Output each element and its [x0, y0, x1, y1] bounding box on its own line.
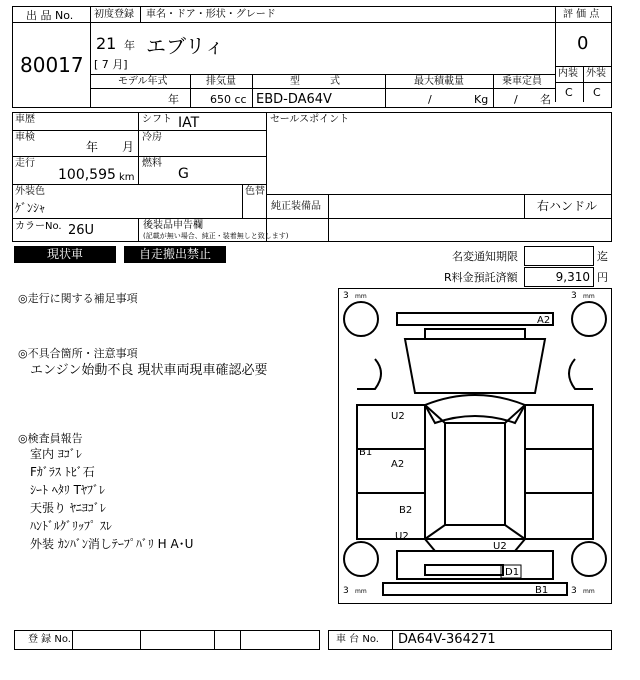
inspector-title: ◎検査員報告: [18, 432, 83, 445]
lot-number: 80017: [20, 53, 84, 77]
rear-plate: [425, 565, 503, 575]
registration-label: 登 録 No.: [28, 634, 71, 645]
first-reg-label: 初度登録: [94, 9, 134, 20]
shift-label: シフト: [142, 114, 172, 125]
mileage-label: 走行: [15, 158, 35, 169]
inspector-line: ｼｰﾄ ﾍﾀﾘ Tﾔﾌﾞﾚ: [30, 483, 105, 497]
inspector-line: Fｶﾞﾗｽ ﾄﾋﾞ石: [30, 465, 95, 479]
damage-mark: U2: [395, 531, 409, 542]
right-front-fender: [569, 359, 593, 389]
exterior-color-value: ｹﾞﾝｼｬ: [15, 201, 46, 215]
first-reg-month: [ 7 月]: [94, 58, 128, 71]
inspection-month-unit: 月: [122, 140, 135, 154]
front-bumper: [397, 313, 553, 325]
interior-grade: C: [565, 86, 573, 99]
capacity-label: 乗車定員: [502, 76, 542, 87]
chassis-label: 車 台 No.: [336, 634, 379, 645]
shift-value: IAT: [178, 115, 200, 131]
car-diagram-svg: [339, 289, 611, 603]
inspector-line: 天張り ﾔﾆﾖｺﾞﾚ: [30, 501, 106, 515]
score-label: 評 価 点: [563, 9, 600, 20]
color-change-label: 色替: [245, 186, 265, 197]
tire-suffix-rr: mm: [583, 588, 595, 595]
ac-label: 冷房: [142, 132, 162, 143]
tire-rear-left: [344, 542, 378, 576]
car-diagram: [338, 288, 612, 604]
tire-label-fl: 3: [343, 291, 349, 301]
damage-mark: A2: [537, 315, 551, 326]
right-roof-side: [505, 405, 525, 539]
rear-window: [425, 539, 525, 551]
inspector-line: ﾊﾝﾄﾞﾙｸﾞﾘｯﾌﾟ ｽﾚ: [30, 519, 112, 533]
car-name: エブリィ: [146, 34, 225, 58]
defects-title: ◎不具合箇所・注意事項: [18, 347, 138, 360]
genuine-equipment-label: 純正装備品: [271, 201, 321, 212]
inspection-label: 車検: [15, 132, 35, 143]
aftermarket-label: 後装品申告欄: [143, 220, 203, 231]
front-grille: [425, 329, 525, 339]
tire-suffix-fr: mm: [583, 293, 595, 300]
mileage-value: 100,595: [58, 167, 116, 183]
no-self-drive-badge: 自走搬出禁止: [124, 246, 226, 263]
aftermarket-note: (記載が無い場合、純正・装着無しと致します): [143, 232, 289, 240]
model-year-label: モデル年式: [118, 76, 168, 87]
exterior-grade: C: [593, 86, 601, 99]
model-year-unit: 年: [168, 93, 179, 106]
inspector-line: 外装 ｶﾝﾊﾞﾝ消しﾃｰﾌﾟﾊﾞﾘ H A･U: [30, 537, 194, 551]
damage-mark: B1: [535, 585, 549, 596]
first-reg-year-unit: 年: [124, 39, 135, 52]
first-reg-year: 21: [96, 34, 117, 53]
sales-point-label: セールスポイント: [270, 114, 350, 125]
name-change-deadline-unit: 迄: [597, 250, 608, 263]
left-roof-side: [425, 405, 445, 539]
exterior-label: 外装: [586, 68, 606, 79]
right-side: [525, 405, 593, 539]
damage-mark: B2: [399, 505, 413, 516]
name-change-deadline-label: 名変通知期限: [452, 250, 518, 263]
recycle-label: R料金預託済額: [444, 271, 518, 284]
fuel-label: 燃料: [142, 158, 162, 169]
damage-mark: A2: [391, 459, 405, 470]
recycle-value: 9,310: [555, 270, 590, 284]
name-change-deadline-box: [524, 246, 594, 266]
tire-suffix-fl: mm: [355, 293, 367, 300]
roof: [445, 423, 505, 525]
left-front-fender: [357, 359, 381, 389]
defects-text: エンジン始動不良 現状車両現車確認必要: [30, 363, 268, 378]
tire-label-fr: 3: [571, 291, 577, 301]
fuel-value: G: [178, 166, 189, 182]
capacity-slash: /: [514, 93, 518, 106]
tire-front-right: [572, 302, 606, 336]
damage-mark: B1: [359, 447, 373, 458]
inspection-year-unit: 年: [86, 140, 99, 154]
damage-mark: U2: [493, 541, 507, 552]
tire-suffix-rl: mm: [355, 588, 367, 595]
color-no-label: カラーNo.: [15, 221, 62, 232]
history-label: 車歴: [15, 114, 35, 125]
interior-label: 内装: [558, 68, 578, 79]
lot-no-label: 出 品 No.: [26, 9, 74, 22]
mileage-unit: km: [119, 172, 135, 183]
chassis-value: DA64V-364271: [398, 632, 496, 647]
exterior-color-label: 外装色: [15, 186, 45, 197]
tire-rear-right: [572, 542, 606, 576]
max-load-label: 最大積載量: [414, 76, 464, 87]
max-load-slash: /: [428, 93, 432, 106]
tire-label-rr: 3: [571, 586, 577, 596]
tire-front-left: [344, 302, 378, 336]
recycle-unit: 円: [597, 271, 608, 284]
steering-value: 右ハンドル: [537, 199, 598, 213]
driving-notes-title: ◎走行に関する補足事項: [18, 292, 138, 305]
model-code: EBD-DA64V: [256, 92, 332, 107]
color-no-value: 26U: [68, 223, 95, 238]
left-side: [357, 405, 425, 539]
car-name-label: 車名・ドア・形状・グレード: [146, 9, 276, 20]
max-load-unit: Kg: [474, 93, 489, 106]
damage-mark: D1: [505, 567, 520, 578]
hood: [405, 339, 545, 393]
inspector-line: 室内 ﾖｺﾞﾚ: [30, 447, 82, 461]
score-value: 0: [577, 33, 589, 54]
capacity-unit: 名: [540, 93, 551, 106]
damage-mark: U2: [391, 411, 405, 422]
model-label: 型 式: [290, 76, 340, 87]
current-car-badge: 現状車: [14, 246, 116, 263]
tire-label-rl: 3: [343, 586, 349, 596]
displacement-label: 排気量: [206, 76, 236, 87]
displacement-value: 650 cc: [210, 93, 247, 106]
